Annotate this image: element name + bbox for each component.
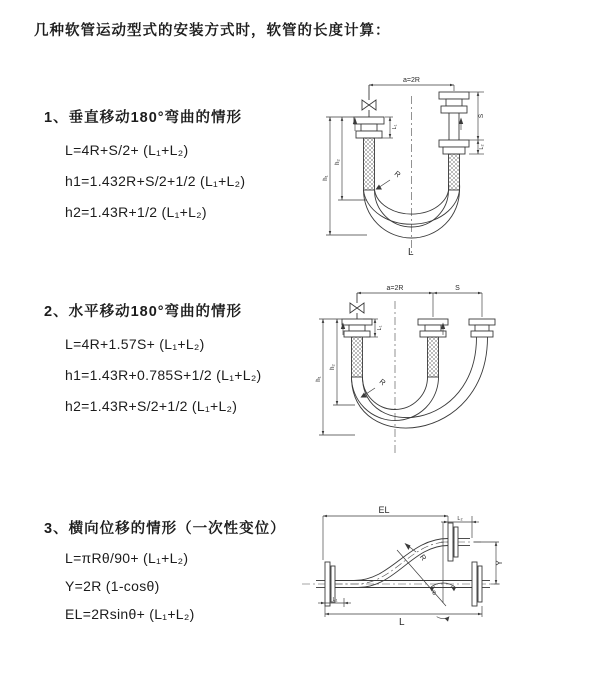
dimension-s <box>433 285 482 317</box>
length-label: L <box>408 247 414 258</box>
formula-length: L=4R+S/2+ (L₁+L₂) <box>65 142 189 158</box>
length-label: L <box>399 617 405 628</box>
valve-icon <box>362 85 376 117</box>
flange-right-lower <box>472 562 490 606</box>
movement-arrow-right <box>459 118 463 131</box>
formula-el: EL=2Rsinθ+ (L₁+L₂) <box>65 606 195 622</box>
flange-left <box>342 319 372 337</box>
flange-right-upper <box>439 92 469 113</box>
h-inner-label: h₂ <box>330 364 336 370</box>
section-2-heading: 2、水平移动180°弯曲的情形 <box>44 304 243 320</box>
radius-label: R <box>377 376 388 388</box>
dimension-s <box>469 92 485 140</box>
s-label: S <box>478 113 485 119</box>
diagram-lateral-displacement <box>296 502 594 647</box>
section-lateral-displacement <box>44 517 286 622</box>
flange-right <box>469 319 495 337</box>
diagram-horizontal-movement <box>310 283 595 463</box>
h-outer-label: h₁ <box>316 376 322 382</box>
h-inner-label: h₂ <box>335 159 341 165</box>
theta-label: θ <box>432 590 436 597</box>
l1-label: L₁ <box>377 325 383 331</box>
section-3-heading: 3、横向位移的情形（一次性变位） <box>44 521 286 537</box>
formula-y: Y=2R (1-cosθ) <box>65 578 160 594</box>
formula-h2: h2=1.43R+S/2+1/2 (L₁+L₂) <box>65 398 238 414</box>
formula-h2: h2=1.43R+1/2 (L₁+L₂) <box>65 204 207 220</box>
dimension-l2 <box>441 516 479 538</box>
y-label: Y <box>495 560 504 566</box>
l2-label: L₂ <box>479 144 485 150</box>
hose-u-curves <box>352 337 488 428</box>
valve-icon <box>350 293 364 319</box>
section-horizontal-movement <box>44 300 262 414</box>
radius-callout <box>376 169 403 190</box>
s-label: S <box>455 285 460 292</box>
dimension-l2 <box>469 140 485 154</box>
radius-callout <box>361 377 388 398</box>
el-label: EL <box>378 505 390 515</box>
hose-left-braided <box>352 337 363 377</box>
h-outer-label: h₁ <box>323 175 329 181</box>
a2r-label: a=2R <box>386 285 404 292</box>
hose-middle-braided <box>428 337 439 377</box>
dimension-l <box>325 606 482 628</box>
l1-label: L₁ <box>392 124 398 130</box>
pipe-right <box>449 113 459 140</box>
diagram-vertical-movement <box>312 72 580 260</box>
section-1-heading: 1、垂直移动180°弯曲的情形 <box>44 110 243 126</box>
a2r-label: a=2R <box>403 77 420 84</box>
radius-label: R <box>417 552 429 563</box>
section-vertical-movement <box>44 106 245 220</box>
page-title: 几种软管运动型式的安装方式时，软管的长度计算： <box>34 23 391 39</box>
flange-right-lower <box>439 140 469 154</box>
hose-right-braided <box>449 154 460 190</box>
dimension-l1 <box>318 597 351 607</box>
formula-length: L=4R+1.57S+ (L₁+L₂) <box>65 336 205 352</box>
flange-left <box>354 117 384 138</box>
formula-length: L=πRθ/90+ (L₁+L₂) <box>65 550 189 566</box>
radius-callout <box>405 543 429 563</box>
hose-left-braided <box>364 138 375 190</box>
formula-h1: h1=1.43R+0.785S+1/2 (L₁+L₂) <box>65 367 262 383</box>
l1-label: L₁ <box>332 597 338 603</box>
formula-h1: h1=1.432R+S/2+1/2 (L₁+L₂) <box>65 173 246 189</box>
dimension-a2r <box>369 77 454 91</box>
angle-construction <box>397 522 456 622</box>
l2-label: L₂ <box>457 516 463 522</box>
radius-label: R <box>392 168 403 180</box>
dimension-el <box>323 505 448 560</box>
